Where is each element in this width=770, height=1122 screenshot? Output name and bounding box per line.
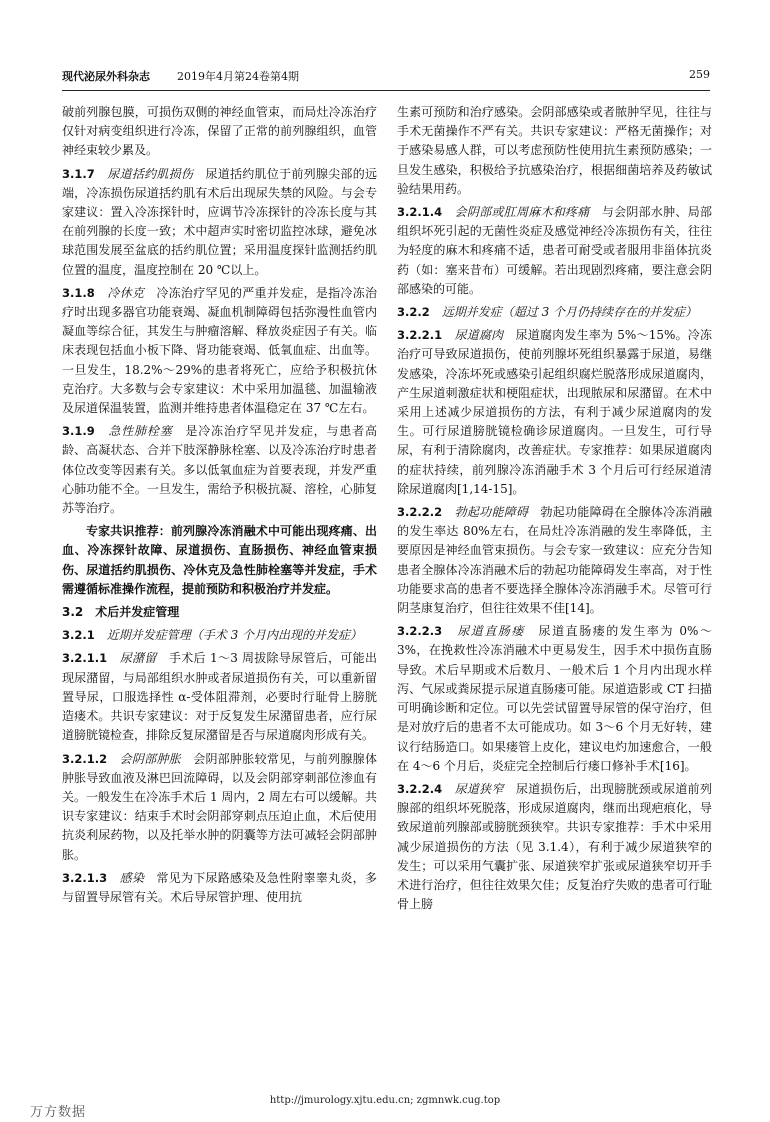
paragraph	[397, 203, 712, 299]
left-column	[62, 103, 377, 907]
journal-name: 现代泌尿外科杂志	[62, 70, 150, 83]
body-text: 冷冻治疗罕见的严重并发症，是指冷冻治疗时出现多器官功能衰竭、凝血机制障碍包括弥漫性血管内凝血等综合征，其发生与肿瘤溶解、释放炎症因子有关。临床表现包括血小板下降、肾功能衰竭、低氧血症、出血等。一旦发生，18.2%～29%的患者将死亡，应给予积极抗休克治疗。大多数与会专家建议：术中采用加温毯、加温输液及尿道保温装置，监测并维持患者体温稳定在 37 ℃左右。	[62, 285, 377, 416]
paragraph	[62, 750, 377, 865]
section-number: 3.2.2.1	[397, 328, 443, 343]
paragraph	[397, 303, 712, 322]
body-text: 尿道腐肉发生率为 5%～15%。冷冻治疗可导致尿道损伤，使前列腺坏死组织暴露于尿道，易继发感染，冷冻坏死或感染引起组织腐烂脱落形成尿道腐肉，产生尿道刺激症状和梗阻症状，出现脓尿和尿潴留。在术中采用上述减少尿道损伤的方法，有利于减少尿道腐肉的发生。可行尿道膀胱镜检确诊尿道腐肉。一旦发生，可行导尿，有利于清除腐肉，改善症状。专家推荐：如果尿道腐肉的症状持续，前列腺冷冻消融手术 3 个月后可行经尿道清除尿道腐肉[1,14-15]。	[397, 328, 712, 496]
section-number: 3.2.2.3	[397, 624, 443, 639]
section-number: 3.2.1.1	[62, 651, 108, 666]
running-header	[62, 68, 710, 86]
subsection-title: 会阴部肿胀	[119, 751, 181, 766]
paragraph	[62, 626, 377, 645]
paragraph	[62, 165, 377, 280]
body-text: 是冷冻治疗罕见并发症，与患者高龄、高凝状态、合并下肢深静脉栓塞、以及冷冻治疗时患者体位改变等因素有关。多以低氧血症为首要表现，并发严重心肺功能不全。一旦发生，需给予积极抗凝、溶栓，心肺复苏等治疗。	[62, 424, 377, 516]
subsection-title: 尿道狭窄	[454, 781, 504, 796]
section-number: 3.2.1.4	[397, 205, 443, 220]
subsection-title: 尿道直肠瘘	[457, 624, 525, 639]
wanfang-watermark: 万方数据	[30, 1105, 87, 1120]
right-column	[397, 103, 712, 914]
paragraph	[62, 284, 377, 418]
body-text: 尿道括约肌位于前列腺尖部的远端，冷冻损伤尿道括约肌有术后出现尿失禁的风险。与会专家建议：置入冷冻探针时，应调节冷冻探针的冷冻长度与其在前列腺的长度一致；术中超声实时密切监控冰球，避免冰球范围发展至盆底的括约肌位置；采用温度探针监测括约肌位置的温度，温度控制在 20 ℃以上。	[62, 166, 377, 277]
paragraph	[397, 622, 712, 776]
body-text: 与会阴部水肿、局部组织坏死引起的无菌性炎症及感觉神经冷冻损伤有关，往往为轻度的麻木和疼痛不适，患者可耐受或者服用非甾体抗炎药（如：塞来昔布）可缓解。若出现剧烈疼痛，要注意会阴部感染的可能。	[397, 205, 712, 296]
section-number: 3.2.2.4	[397, 781, 443, 796]
body-text: 勃起功能障碍在全腺体冷冻消融的发生率达 80%左右，在局灶冷冻消融的发生率降低，主要原因是神经血管束损伤。与会专家一致建议：应充分告知患者全腺体冷冻消融术后的勃起功能障碍发生率高，对于性功能要求高的患者不要选择全腺体冷冻消融手术。尽管可行阴茎康复治疗，但往往效果不佳[14]。	[397, 505, 712, 616]
section-number: 3.2.2	[397, 305, 430, 320]
body-text: 常见为下尿路感染及急性附睾睾丸炎，多与留置导尿管有关。术后导尿管护理、使用抗	[62, 870, 377, 904]
section-number: 3.2.1	[62, 628, 95, 643]
paragraph	[62, 103, 377, 161]
paragraph	[397, 780, 712, 914]
subsection-title: 尿道括约肌损伤	[107, 166, 194, 181]
paragraph	[62, 649, 377, 745]
body-text: 尿道直肠瘘的发生率为 0%～3%，在挽救性冷冻消融术中更易发生，因手术中损伤直肠导致。术后早期或术后数月、一般术后 1 个月内出现水样泻、气尿或粪尿提示尿道直肠瘘可能。尿道造影或 CT 扫描可明确诊断和定位。可以先尝试留置导尿管的保守治疗，但是对放疗后的患者不太可能成功。如 3～6 个月无好转，建议行结肠造口。如果瘘管上皮化，建议电灼加速愈合，一般在 4～6 个月后，炎症完全控制后行瘘口修补手术[16]。	[397, 624, 712, 773]
body-text: 破前列腺包膜，可损伤双侧的神经血管束，而局灶冷冻治疗仅针对病变组织进行冷冻，保留了正常的前列腺组织，血管神经束较少累及。	[62, 105, 377, 158]
subsection-title: 冷休克	[107, 285, 145, 300]
section-heading: 3.2 术后并发症管理	[62, 605, 180, 620]
issue-info: 2019年4月第24卷第4期	[177, 70, 299, 83]
page-number: 259	[689, 68, 710, 81]
section-number: 3.2.2.2	[397, 505, 443, 520]
paragraph	[62, 522, 377, 599]
section-number: 3.2.1.3	[62, 870, 108, 885]
paragraph	[62, 422, 377, 518]
subsection-title: 感染	[119, 870, 145, 885]
subsection-title: 尿道腐肉	[454, 328, 504, 343]
subsection-title: 远期并发症（超过 3 个月仍持续存在的并发症）	[441, 305, 698, 320]
paragraph	[62, 603, 377, 622]
header-rule	[62, 90, 710, 91]
paragraph	[397, 503, 712, 618]
subsection-title: 近期并发症管理（手术 3 个月内出现的并发症）	[106, 628, 363, 643]
section-number: 3.1.9	[62, 424, 95, 439]
section-number: 3.1.7	[62, 166, 95, 181]
section-number: 3.2.1.2	[62, 751, 108, 766]
footer-url: http://jmurology.xjtu.edu.cn; zgmnwk.cug.top	[269, 1095, 501, 1106]
subsection-title: 急性肺栓塞	[108, 424, 173, 439]
section-number: 3.1.8	[62, 285, 95, 300]
body-text: 手术后 1～3 周拔除导尿管后，可能出现尿潴留，与局部组织水肿或者尿道损伤有关，可以重新留置导尿，口服选择性 α-受体阻滞剂，必要时行耻骨上膀胱造瘘术。共识专家建议：对于反复发生尿潴留患者，应行尿道膀胱镜检查，排除反复尿潴留是否与尿道腐肉形成有关。	[62, 651, 377, 743]
body-text: 生素可预防和治疗感染。会阴部感染或者脓肿罕见，往往与手术无菌操作不严有关。共识专家建议：严格无菌操作；对于感染易感人群，可以考虑预防性使用抗生素预防感染；一旦发生感染，积极给予抗感染治疗，根据细菌培养及药敏试验结果用药。	[397, 105, 712, 196]
paragraph	[397, 103, 712, 199]
consensus-recommendation: 专家共识推荐：前列腺冷冻消融术中可能出现疼痛、出血、冷冻探针故障、尿道损伤、直肠损伤、神经血管束损伤、尿道括约肌损伤、冷休克及急性肺栓塞等并发症，手术需遵循标准操作流程，提前预防和积极治疗并发症。	[62, 524, 377, 596]
body-text: 会阴部肿胀较常见，与前列腺腺体肿胀导致血液及淋巴回流障碍，以及会阴部穿刺部位渗血有关。一般发生在冷冻手术后 1 周内，2 周左右可以缓解。共识专家建议：结束手术时会阴部穿刺点压迫止血，术后使用抗炎利尿药物，以及托举水肿的阴囊等方法可减轻会阴部肿胀。	[62, 751, 377, 862]
body-text: 尿道损伤后，出现膀胱颈或尿道前列腺部的组织坏死脱落，形成尿道腐肉，继而出现疤痕化，导致尿道前列腺部或膀胱颈狭窄。共识专家推荐：手术中采用减少尿道损伤的方法（见 3.1.4），有利于减少尿道狭窄的发生；可以采用气囊扩张、尿道狭窄扩张或尿道狭窄切开手术进行治疗，但往往效果欠佳；反复治疗失败的患者可行耻骨上膀	[397, 781, 712, 912]
subsection-title: 会阴部或肛周麻木和疼痛	[454, 205, 590, 220]
subsection-title: 尿潴留	[119, 651, 157, 666]
subsection-title: 勃起功能障碍	[454, 505, 529, 520]
paragraph	[62, 869, 377, 907]
paragraph	[397, 326, 712, 499]
